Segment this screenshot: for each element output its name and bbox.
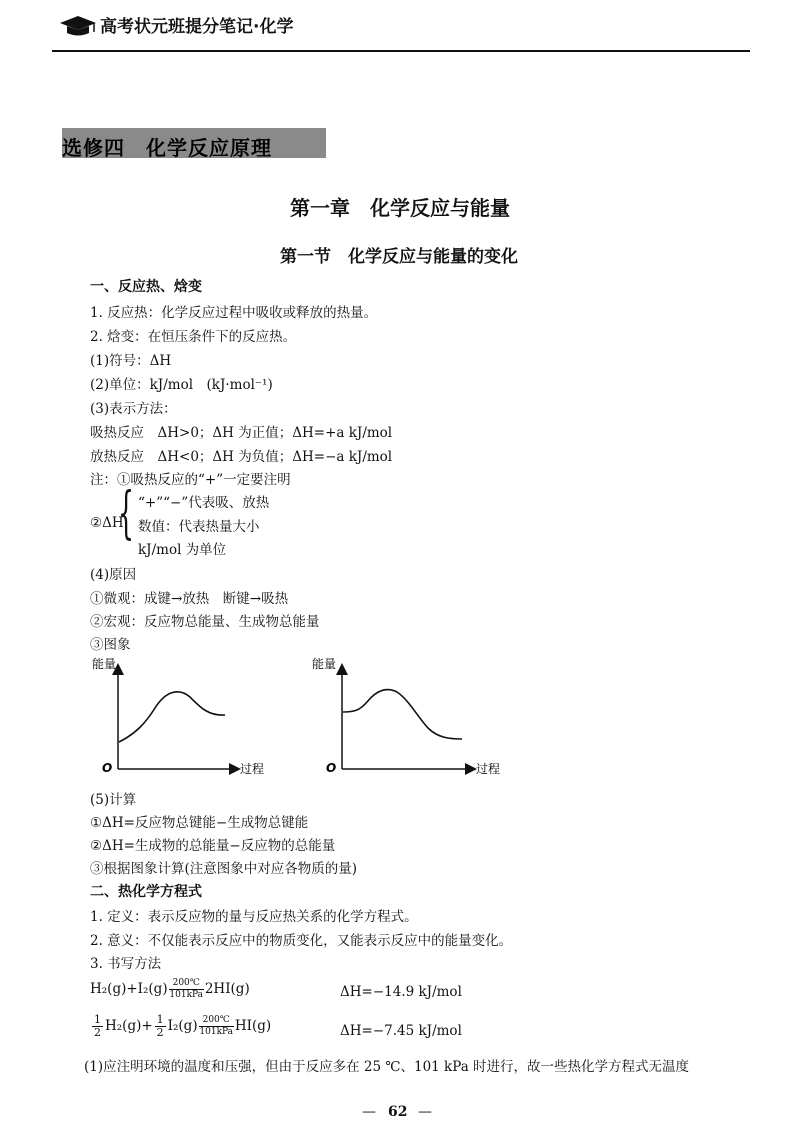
text-line: 1. 定义：表示反应物的量与反应热关系的化学方程式。 bbox=[90, 909, 418, 925]
energy-diagram-endothermic bbox=[90, 652, 290, 780]
energy-curve bbox=[119, 692, 225, 742]
text-line: 1. 反应热：化学反应过程中吸收或释放的热量。 bbox=[90, 305, 378, 321]
text-line: ③根据图象计算(注意图象中对应各物质的量) bbox=[90, 861, 358, 877]
eq1-delta-h: ΔH=−14.9 kJ/mol bbox=[340, 984, 462, 1000]
fraction-half: $\frac{1}{2}$ bbox=[94, 1013, 101, 1040]
eq1-products: 2HI(g) bbox=[204, 980, 250, 997]
page-dash: — bbox=[418, 1104, 432, 1120]
brace-icon: { bbox=[118, 481, 135, 546]
text-line: (4)原因 bbox=[90, 567, 137, 583]
y-axis-label: 能量 bbox=[92, 657, 117, 671]
text-line: (3)表示方法： bbox=[90, 401, 177, 417]
text-line: (1)符号：ΔH bbox=[90, 353, 172, 369]
heading-reaction-heat: 一、反应热、焓变 bbox=[90, 279, 202, 295]
equation-1 bbox=[90, 978, 250, 1001]
brace-item: 数值：代表热量大小 bbox=[138, 519, 260, 535]
page-number: 62 bbox=[388, 1104, 408, 1120]
graduation-cap-icon bbox=[58, 14, 98, 38]
header-rule bbox=[52, 50, 750, 52]
x-axis-label: 过程 bbox=[240, 762, 265, 776]
chapter-title: 第一章 化学反应与能量 bbox=[290, 196, 510, 220]
text-line: 2. 意义：不仅能表示反应中的物质变化，又能表示反应中的能量变化。 bbox=[90, 933, 513, 949]
delta-h-label: ②ΔH bbox=[90, 515, 124, 531]
part-title: 选修四 化学反应原理 bbox=[62, 136, 272, 160]
text-line: ②宏观：反应物总能量、生成物总能量 bbox=[90, 614, 320, 630]
text-line: ①微观：成键→放热 断键→吸热 bbox=[90, 591, 289, 607]
text-line: (5)计算 bbox=[90, 792, 137, 808]
equation-2: $\frac{1}{2}$ H₂(g)+ $\frac{1}{2}$ I₂(g) 200℃ 101kPa HI(g) bbox=[94, 1013, 272, 1040]
text-line: 注：①吸热反应的“+”一定要注明 bbox=[90, 472, 291, 488]
text-line: (1)应注明环境的温度和压强，但由于反应多在 25 ℃、101 kPa 时进行，故一些热化学方程式无温度 bbox=[84, 1059, 690, 1075]
section-title: 第一节 化学反应与能量的变化 bbox=[280, 247, 518, 267]
text-line: ①ΔH=反应物总键能−生成物总键能 bbox=[90, 815, 309, 831]
eq2-delta-h: ΔH=−7.45 kJ/mol bbox=[340, 1023, 462, 1039]
x-axis-label: 过程 bbox=[476, 762, 501, 776]
text-line: 放热反应 ΔH<0；ΔH 为负值；ΔH=−a kJ/mol bbox=[90, 449, 393, 465]
text-line: 吸热反应 ΔH>0；ΔH 为正值；ΔH=+a kJ/mol bbox=[90, 425, 393, 441]
text-line: (2)单位：kJ/mol (kJ·mol⁻¹) bbox=[90, 377, 273, 393]
energy-diagram-exothermic bbox=[310, 652, 510, 780]
brace-item: “+”“−”代表吸、放热 bbox=[138, 495, 270, 511]
reaction-condition: 200℃ 101kPa bbox=[199, 1015, 234, 1038]
brace-item: kJ/mol 为单位 bbox=[138, 542, 227, 558]
y-axis-label: 能量 bbox=[312, 657, 337, 671]
text-line: 3. 书写方法 bbox=[90, 956, 162, 972]
heading-thermochemical-equation: 二、热化学方程式 bbox=[90, 884, 202, 900]
fraction-half: $\frac{1}{2}$ bbox=[156, 1013, 164, 1040]
page-dash: — bbox=[362, 1104, 376, 1120]
header-title: 高考状元班提分笔记·化学 bbox=[100, 17, 294, 37]
origin-label: O bbox=[326, 761, 337, 775]
reaction-condition: 200℃ 101kPa bbox=[169, 978, 204, 1000]
origin-label: O bbox=[102, 761, 113, 775]
energy-curve bbox=[343, 690, 462, 739]
text-line: 2. 焓变：在恒压条件下的反应热。 bbox=[90, 329, 297, 345]
text-line: ②ΔH=生成物的总能量−反应物的总能量 bbox=[90, 838, 336, 854]
eq1-reactants: H₂(g)+I₂(g) bbox=[90, 980, 168, 997]
text-line: ③图象 bbox=[90, 637, 131, 653]
